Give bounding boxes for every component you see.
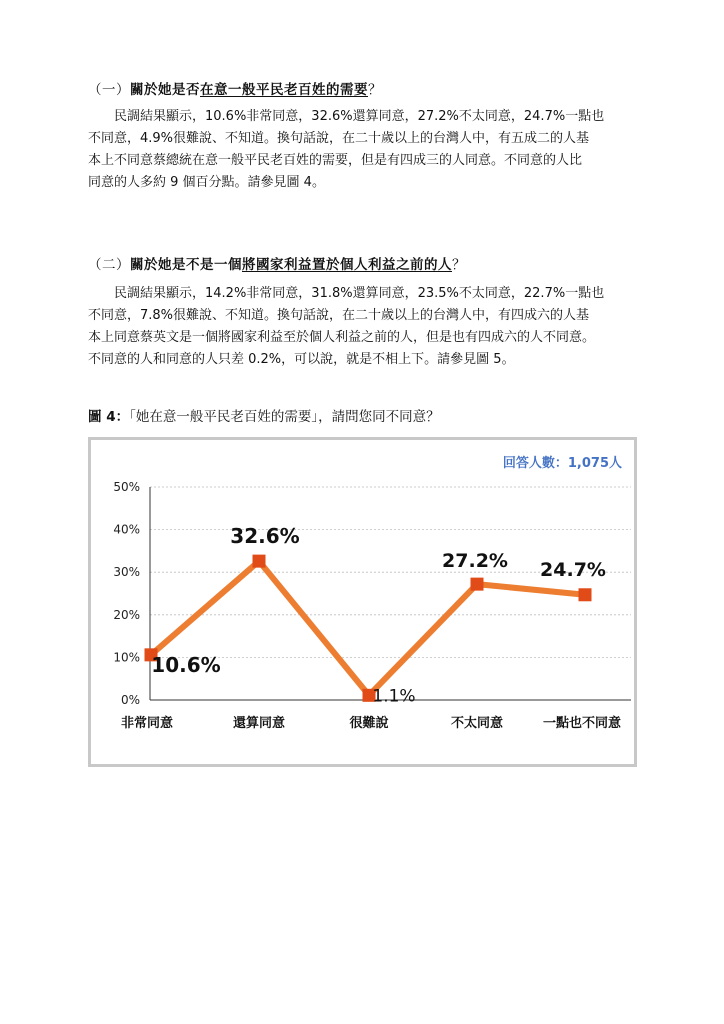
respondents-note: 回答人數：1,075人	[502, 456, 622, 471]
section-2-suffix: ？	[452, 257, 466, 273]
x-tick-label: 不太同意	[450, 716, 504, 731]
paragraph-line: 民調結果顯示，14.2%非常同意，31.8%還算同意，23.5%不太同意，22.7%一點也	[114, 286, 605, 301]
y-tick-label: 40%	[113, 522, 140, 537]
figure-caption	[88, 405, 440, 425]
paragraph-line: 同意的人多約 9 個百分點。請參見圖 4。	[88, 175, 325, 190]
section-2-number: （二）	[88, 257, 130, 273]
paragraph-line: 本上不同意蔡總統在意一般平民老百姓的需要，但是有四成三的人同意。不同意的人比	[88, 153, 583, 168]
line-chart	[91, 440, 634, 764]
y-tick-label: 50%	[113, 480, 140, 494]
data-label: 24.7%	[540, 558, 606, 581]
data-point	[253, 555, 266, 568]
paragraph-line: 不同意，7.8%很難說、不知道。換句話說，在二十歲以上的台灣人中，有四成六的人基	[88, 308, 590, 323]
figure-label: 圖 4：	[88, 409, 130, 425]
section-2-prefix: 關於她是不是一個	[130, 257, 242, 273]
chart-frame	[88, 437, 637, 767]
y-tick-label: 20%	[113, 607, 140, 622]
data-label: 32.6%	[230, 524, 300, 549]
y-tick-label: 10%	[113, 650, 140, 665]
data-point	[471, 578, 484, 591]
section-1-suffix: ？	[368, 82, 382, 98]
section-1-number: （一）	[88, 82, 130, 98]
section-2-paragraph	[88, 283, 650, 371]
figure-title: 「她在意一般平民老百姓的需要」，請問您同不同意？	[129, 409, 440, 425]
section-1-paragraph	[88, 106, 650, 194]
x-tick-label: 非常同意	[120, 716, 174, 731]
paragraph-line: 民調結果顯示，10.6%非常同意，32.6%還算同意，27.2%不太同意，24.7%一點也	[114, 109, 605, 124]
section-2-underlined: 將國家利益置於個人利益之前的人	[242, 257, 452, 273]
data-label: 27.2%	[442, 550, 508, 573]
data-label: 1.1%	[372, 686, 416, 707]
section-1-heading	[88, 78, 382, 98]
x-tick-label: 還算同意	[232, 716, 286, 731]
paragraph-line: 本上同意蔡英文是一個將國家利益至於個人利益之前的人，但是也有四成六的人不同意。	[88, 330, 596, 345]
x-tick-label: 一點也不同意	[542, 716, 622, 731]
section-2-heading	[88, 253, 466, 273]
section-1-prefix: 關於她是否	[130, 82, 200, 98]
paragraph-line: 不同意，4.9%很難說、不知道。換句話說，在二十歲以上的台灣人中，有五成二的人基	[88, 131, 590, 146]
y-tick-label: 30%	[113, 565, 140, 580]
section-1-underlined: 在意一般平民老百姓的需要	[200, 82, 368, 98]
paragraph-line: 不同意的人和同意的人只差 0.2%，可以說，就是不相上下。請參見圖 5。	[88, 352, 515, 367]
x-tick-label: 很難說	[349, 716, 389, 731]
data-point	[579, 588, 592, 601]
data-label: 10.6%	[151, 652, 221, 677]
y-tick-label: 0%	[120, 693, 140, 707]
